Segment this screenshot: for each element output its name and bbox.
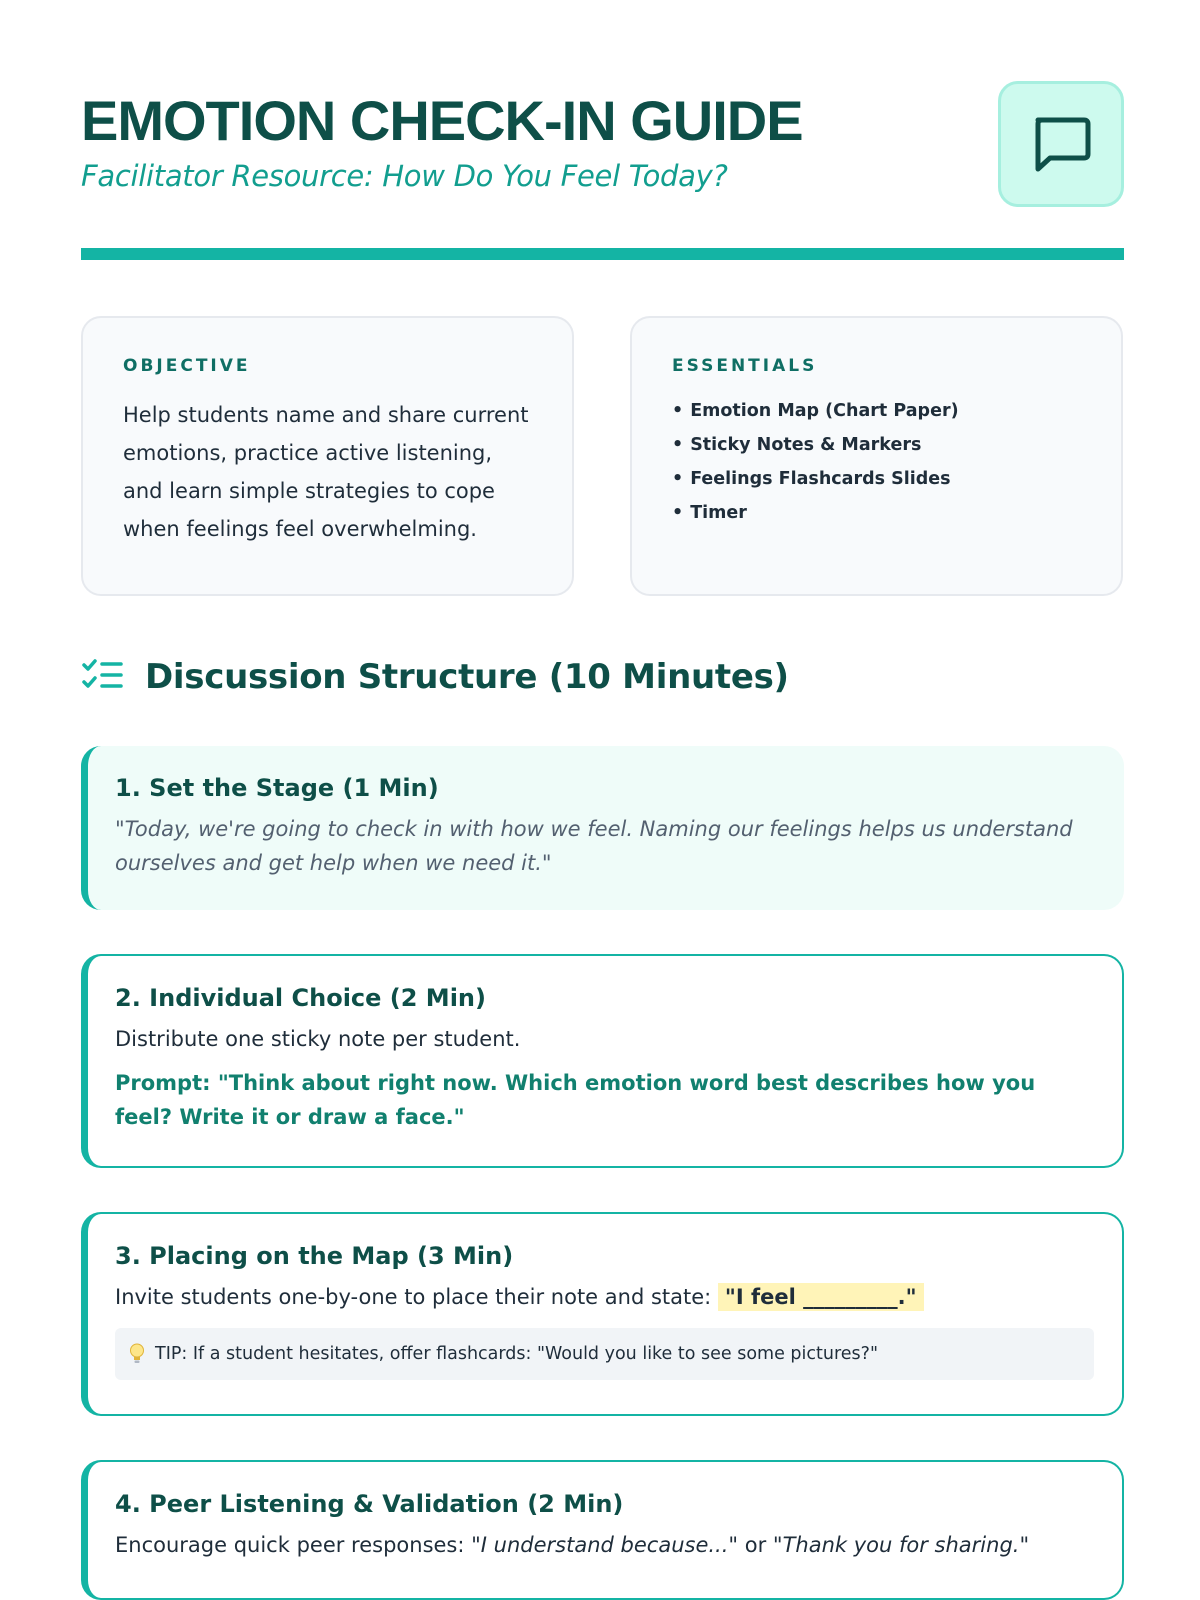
step-text: Encourage quick peer responses:	[115, 1533, 465, 1557]
list-item: • Sticky Notes & Markers	[672, 428, 1081, 462]
step-quote: "Today, we're going to check in with how we feel. Naming our feelings helps us understand ourselves and get help when we need it."	[115, 817, 1073, 875]
objective-label: OBJECTIVE	[123, 356, 251, 376]
list-item: • Timer	[672, 496, 1081, 530]
step-text: Invite students one-by-one to place their note and state:	[115, 1285, 712, 1309]
step-text: Distribute one sticky note per student.	[115, 1027, 521, 1051]
page-subtitle: Facilitator Resource: How Do You Feel Today?	[81, 159, 728, 193]
step-prompt: Prompt: "Think about right now. Which emotion word best describes how you feel? Write it or draw a face."	[115, 1071, 1036, 1129]
step-text-row	[115, 1280, 1094, 1314]
list-item: • Feelings Flashcards Slides	[672, 462, 1081, 496]
essentials-list	[672, 394, 1081, 530]
step-text-row	[115, 1528, 1094, 1562]
objective-text: Help students name and share current emotions, practice active listening, and learn simple strategies to cope when feelings feel overwhelming.	[123, 403, 529, 541]
step-card-2	[81, 954, 1124, 1168]
chat-bubble-icon	[998, 81, 1124, 207]
step-title: 1. Set the Stage (1 Min)	[115, 774, 439, 802]
list-item: • Emotion Map (Chart Paper)	[672, 394, 1081, 428]
step-card-3	[81, 1212, 1124, 1416]
objective-card	[81, 316, 574, 596]
peer-quote-1: "I understand because..."	[471, 1533, 739, 1557]
step-title: 3. Placing on the Map (3 Min)	[115, 1242, 514, 1270]
essentials-label: ESSENTIALS	[672, 356, 818, 376]
step-title: 2. Individual Choice (2 Min)	[115, 984, 486, 1012]
highlight-phrase: "I feel _________."	[718, 1283, 924, 1311]
header-divider	[81, 248, 1124, 260]
tip-box	[115, 1328, 1094, 1380]
lightbulb-icon	[129, 1343, 145, 1365]
peer-quote-2: "Thank you for sharing."	[772, 1533, 1030, 1557]
step-title: 4. Peer Listening & Validation (2 Min)	[115, 1490, 624, 1518]
header	[81, 90, 1121, 194]
page-title: EMOTION CHECK-IN GUIDE	[81, 89, 803, 152]
section-heading	[81, 652, 789, 702]
connector-word: or	[744, 1533, 767, 1557]
step-card-4	[81, 1460, 1124, 1600]
checklist-icon	[81, 658, 123, 696]
step-card-1	[81, 746, 1124, 910]
essentials-card	[630, 316, 1123, 596]
section-title: Discussion Structure (10 Minutes)	[145, 657, 789, 697]
tip-text: TIP: If a student hesitates, offer flashcards: "Would you like to see some pictures?"	[155, 1344, 879, 1364]
